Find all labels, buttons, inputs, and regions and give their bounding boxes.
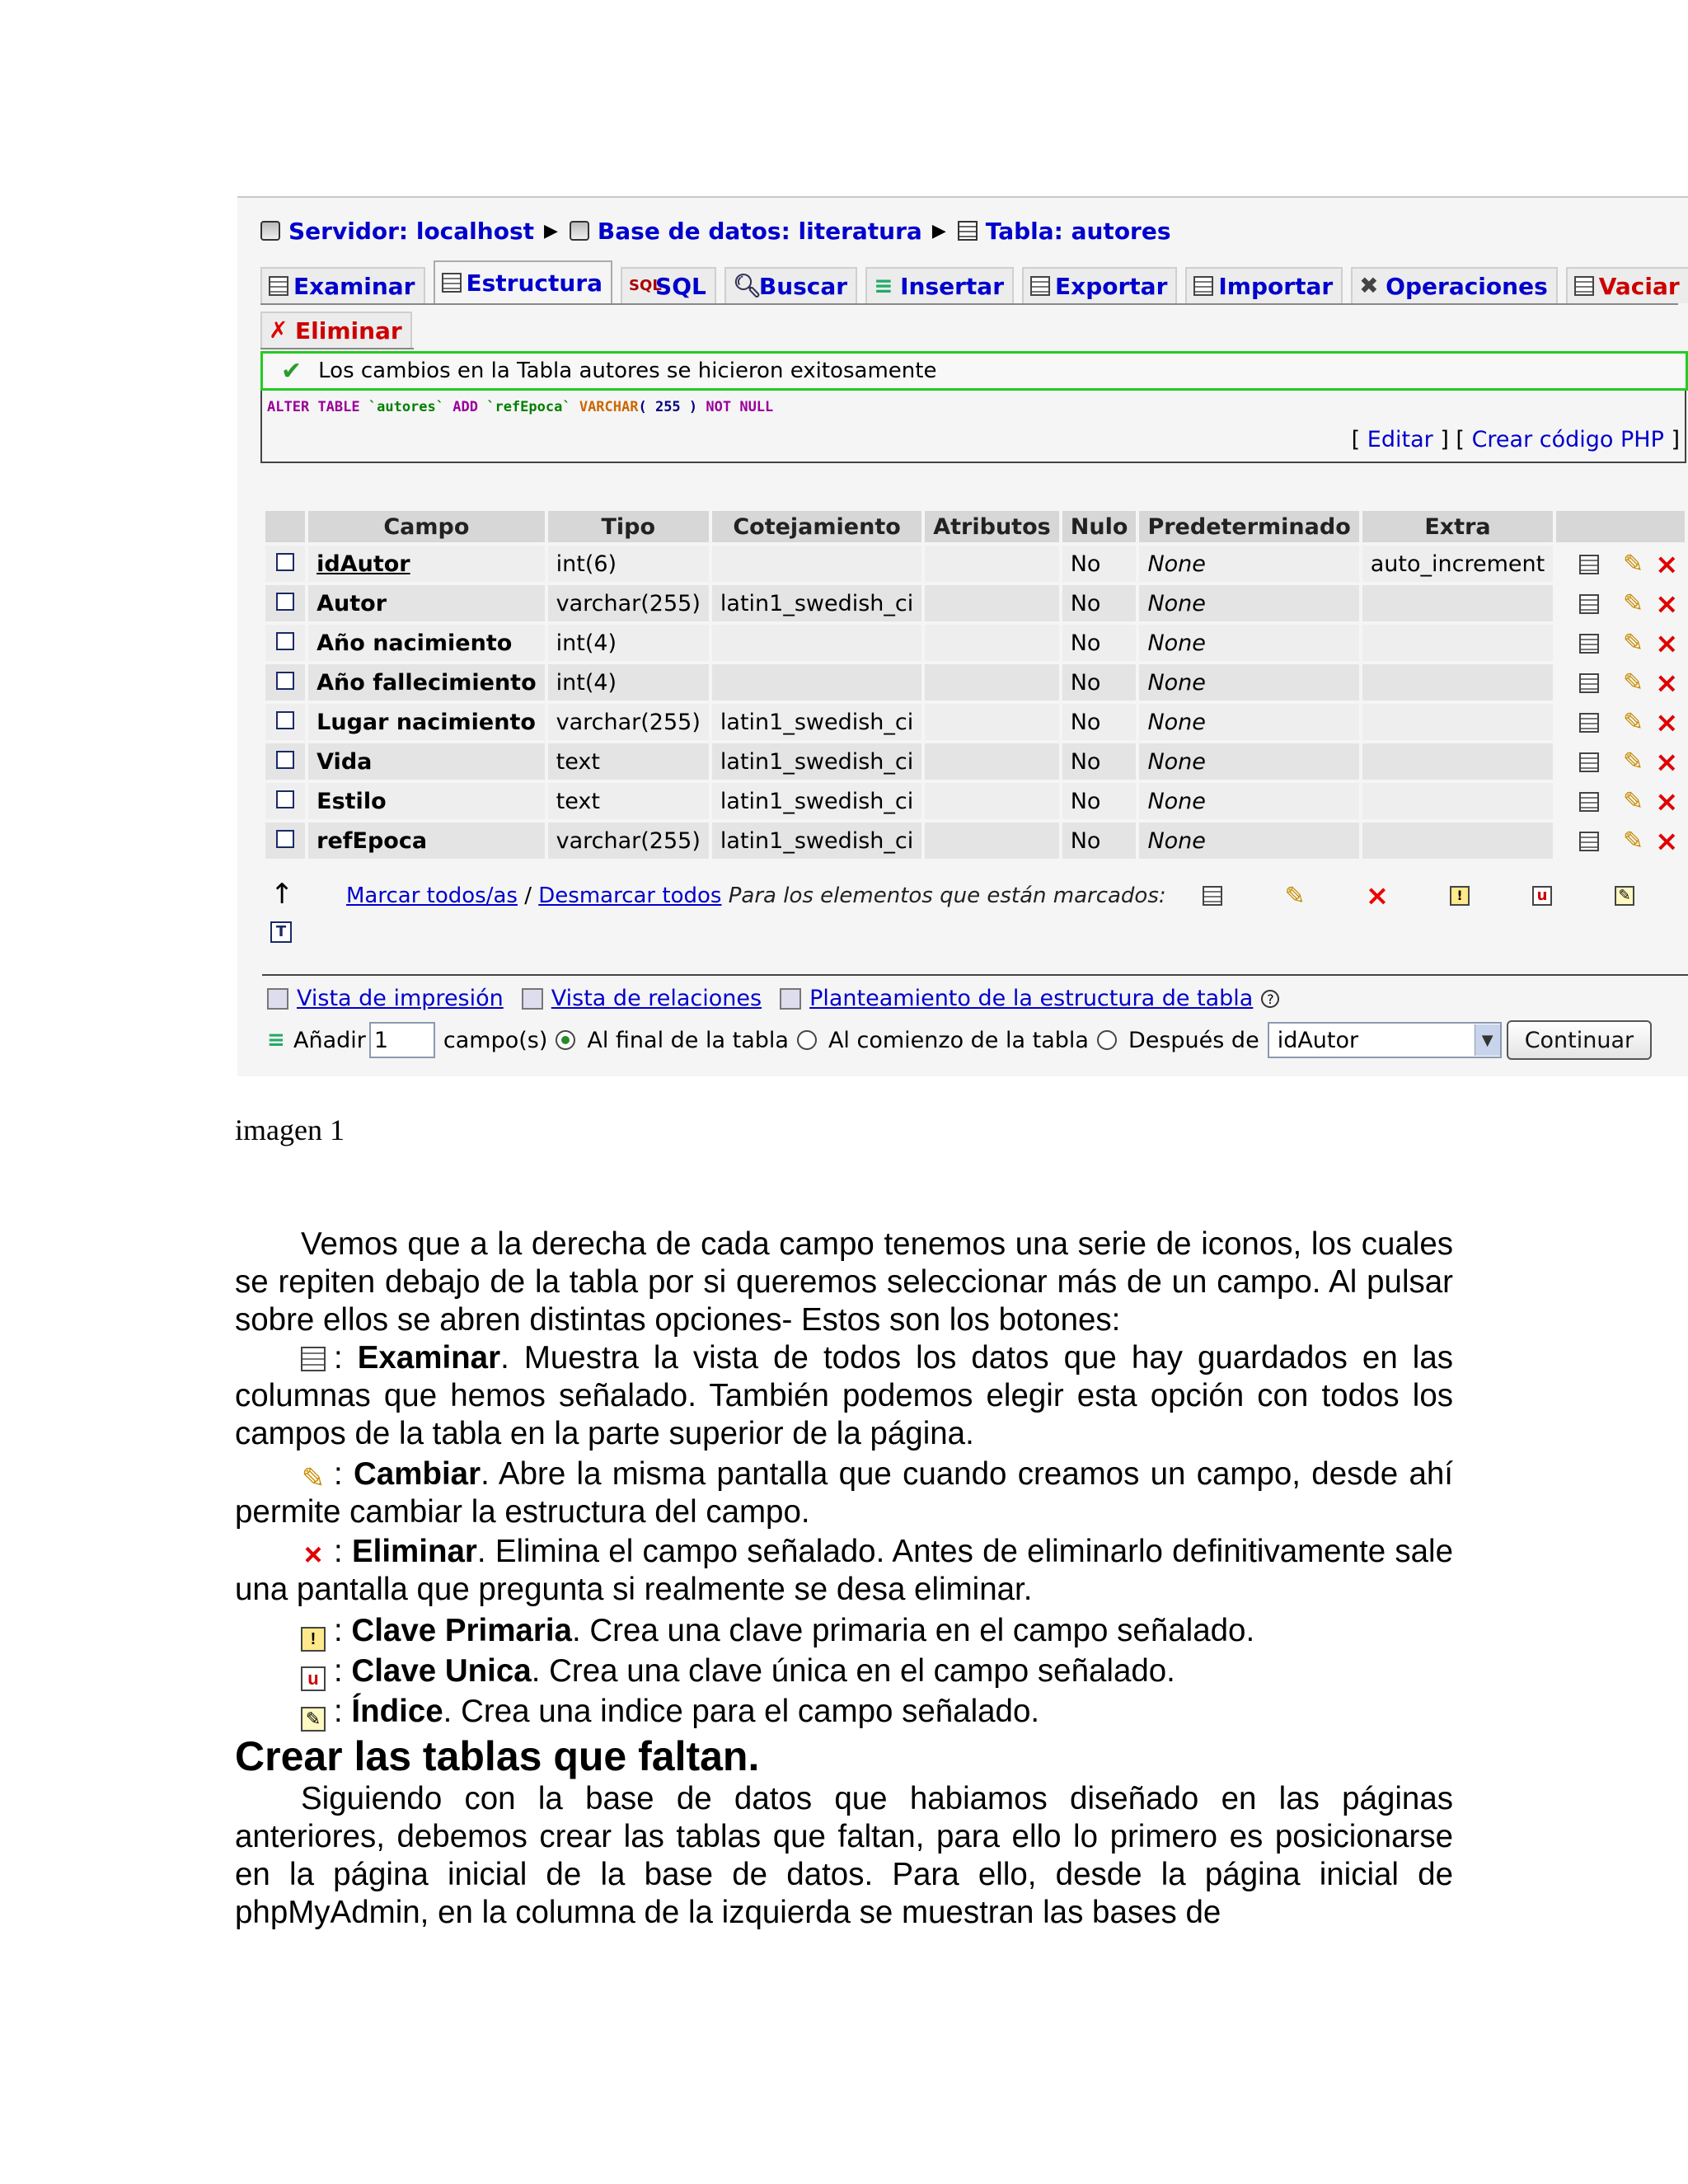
browse-icon[interactable] [1579, 832, 1599, 851]
cell-extra [1362, 585, 1553, 621]
row-checkbox[interactable] [276, 672, 294, 690]
row-checkbox[interactable] [276, 830, 294, 848]
cell-campo: Año nacimiento [308, 625, 545, 661]
delete-icon[interactable]: × [1655, 706, 1679, 739]
check-icon: ✔ [281, 356, 302, 386]
cell-extra [1362, 743, 1553, 780]
cell-campo: idAutor [308, 546, 545, 582]
bulk-unique-key-icon[interactable]: u [1531, 885, 1553, 907]
tab-importar[interactable]: Importar [1185, 267, 1343, 303]
bulk-primary-key-icon[interactable]: ! [1449, 885, 1470, 907]
delete-icon[interactable]: × [1655, 667, 1679, 700]
table-row [265, 546, 1685, 582]
bulk-fulltext-icon[interactable]: T [270, 921, 292, 943]
breadcrumb-database[interactable]: Base de datos: literatura [570, 218, 922, 245]
cell-nulo: No [1062, 704, 1137, 740]
relation-view-link[interactable]: Vista de relaciones [551, 986, 762, 1011]
row-actions [1556, 743, 1685, 780]
cell-extra [1362, 625, 1553, 661]
cell-predeterminado: None [1139, 783, 1358, 819]
row-checkbox[interactable] [276, 553, 294, 571]
cell-atributos [925, 783, 1058, 819]
pencil-icon[interactable]: ✎ [1622, 550, 1643, 579]
mark-all-link[interactable]: Marcar todos/as [346, 883, 518, 908]
pencil-icon[interactable]: ✎ [1622, 787, 1643, 816]
breadcrumb-separator-icon: ▶ [931, 220, 946, 241]
tab-exportar[interactable]: Exportar [1022, 267, 1177, 303]
structure-table [262, 508, 1688, 862]
table-row [265, 743, 1685, 780]
primary-key-icon: ! [301, 1627, 326, 1652]
cell-atributos [925, 664, 1058, 701]
structure-plan-link[interactable]: Planteamiento de la estructura de tabla [809, 986, 1254, 1011]
table-row [265, 823, 1685, 859]
print-view-link[interactable]: Vista de impresión [297, 986, 504, 1011]
database-icon [570, 221, 589, 241]
browse-icon[interactable] [1579, 673, 1599, 693]
breadcrumb-server[interactable]: Servidor: localhost [260, 218, 534, 245]
cell-predeterminado: None [1139, 743, 1358, 780]
cell-tipo: varchar(255) [548, 704, 709, 740]
cell-tipo: int(4) [548, 664, 709, 701]
cell-atributos [925, 743, 1058, 780]
table-row [265, 704, 1685, 740]
success-message: ✔ Los cambios en la Tabla autores se hicieron exitosamente [260, 351, 1688, 391]
view-links [267, 986, 1279, 1011]
index-icon: ✎ [301, 1707, 326, 1732]
row-actions [1556, 585, 1685, 621]
cell-tipo: varchar(255) [548, 823, 709, 859]
row-actions [1556, 704, 1685, 740]
table-header [265, 511, 1685, 542]
delete-icon[interactable]: × [1655, 785, 1679, 818]
help-icon[interactable]: ? [1261, 990, 1279, 1008]
breadcrumb-table[interactable]: Tabla: autores [958, 218, 1171, 245]
radio-at-start[interactable] [797, 1030, 817, 1050]
delete-icon[interactable]: × [1655, 746, 1679, 779]
intro-paragraph: Vemos que a la derecha de cada campo tenemos una serie de iconos, los cuales se repiten debajo de la tabla por si queremos seleccionar más de un campo. Al pulsar sobre ellos se abren distintas opciones- Estos son los botones: [235, 1226, 1453, 1338]
table-row [265, 783, 1685, 819]
row-checkbox[interactable] [276, 711, 294, 729]
cell-predeterminado: None [1139, 585, 1358, 621]
radio-after[interactable] [1097, 1030, 1117, 1050]
col-nulo: Nulo [1062, 511, 1137, 542]
create-php-link[interactable]: Crear código PHP [1471, 427, 1664, 452]
pencil-icon[interactable]: ✎ [1622, 589, 1643, 618]
row-actions [1556, 546, 1685, 582]
cell-extra [1362, 704, 1553, 740]
pencil-icon[interactable]: ✎ [1622, 827, 1643, 855]
cell-cotejamiento [712, 664, 921, 701]
import-icon [1193, 276, 1213, 296]
cell-tipo: int(6) [548, 546, 709, 582]
cell-atributos [925, 704, 1058, 740]
cell-atributos [925, 625, 1058, 661]
cell-cotejamiento: latin1_swedish_ci [712, 585, 921, 621]
cell-campo: Estilo [308, 783, 545, 819]
sql-links: [ Editar ] [ Crear código PHP ] [1351, 427, 1680, 452]
cell-tipo: varchar(255) [548, 585, 709, 621]
edit-sql-link[interactable]: Editar [1367, 427, 1433, 452]
cell-nulo: No [1062, 585, 1137, 621]
cell-cotejamiento: latin1_swedish_ci [712, 823, 921, 859]
browse-icon[interactable] [1579, 713, 1599, 733]
field-count-input[interactable] [369, 1022, 435, 1058]
browse-icon [269, 276, 288, 296]
cell-predeterminado: None [1139, 664, 1358, 701]
sql-query: ALTER TABLE `autores` ADD `refEpoca` VARCHAR( 255 ) NOT NULL [267, 399, 774, 415]
cell-atributos [925, 585, 1058, 621]
browse-icon[interactable] [1579, 792, 1599, 812]
tab-eliminar[interactable]: ✗ Eliminar [260, 312, 412, 348]
after-field-select[interactable]: idAutor ▼ [1268, 1022, 1502, 1058]
browse-icon[interactable] [1579, 555, 1599, 574]
row-actions [1556, 783, 1685, 819]
delete-icon[interactable]: × [1655, 627, 1679, 660]
cell-extra [1362, 664, 1553, 701]
closing-paragraph: Siguiendo con la base de datos que habiamos diseñado en las páginas anteriores, debemos crear las tablas que faltan, para ello lo primero es posicionarse en la página inicial de la base de datos. Para ello, desde la página inicial de phpMyAdmin, en la columna de la izquierda se muestran las bases de [235, 1781, 1453, 1930]
delete-icon[interactable]: × [1655, 588, 1679, 621]
cell-extra [1362, 783, 1553, 819]
cell-cotejamiento: latin1_swedish_ci [712, 743, 921, 780]
table-row [265, 664, 1685, 701]
browse-icon [301, 1347, 326, 1371]
cell-nulo: No [1062, 664, 1137, 701]
bulk-browse-icon[interactable] [1202, 885, 1223, 907]
divider [262, 974, 1688, 976]
cell-nulo: No [1062, 625, 1137, 661]
tab-buscar[interactable]: 🔍︎ Buscar [724, 267, 857, 303]
structure-plan-icon [780, 988, 801, 1010]
button-description: : Examinar. Muestra la vista de todos los datos que hay guardados en las columnas que hemos señalado. También podemos elegir esta opción con todos los campos de la tabla en la parte superior de la página. [235, 1340, 1453, 1451]
search-icon: 🔍︎ [732, 272, 762, 299]
unique-key-icon: u [301, 1666, 326, 1691]
table-icon [958, 221, 978, 241]
chevron-down-icon: ▼ [1475, 1024, 1500, 1056]
breadcrumb-separator-icon: ▶ [544, 220, 558, 241]
tab-operaciones[interactable]: ✖ Operaciones [1351, 267, 1558, 303]
browse-icon[interactable] [1579, 634, 1599, 654]
pencil-icon[interactable]: ✎ [1622, 629, 1643, 658]
pencil-icon[interactable]: ✎ [1622, 708, 1643, 737]
cell-tipo: text [548, 783, 709, 819]
sql-icon: SQL [629, 277, 662, 294]
row-checkbox[interactable] [276, 751, 294, 769]
cell-tipo: int(4) [548, 625, 709, 661]
cell-nulo: No [1062, 823, 1137, 859]
button-description: u : Clave Unica. Crea una clave única en el campo señalado. [301, 1652, 1175, 1691]
tab-examinar[interactable]: Examinar [260, 267, 425, 303]
button-description: ✎ : Cambiar. Abre la misma pantalla que cuando creamos un campo, desde ahí permite cambiar la estructura del campo. [235, 1456, 1453, 1530]
tab-sql[interactable]: SQL SQL [621, 267, 716, 303]
cell-cotejamiento [712, 546, 921, 582]
cell-campo: refEpoca [308, 823, 545, 859]
row-actions [1556, 625, 1685, 661]
col-tipo: Tipo [548, 511, 709, 542]
cell-predeterminado: None [1139, 823, 1358, 859]
empty-table-icon [1574, 276, 1594, 296]
radio-at-end[interactable] [556, 1030, 575, 1050]
cell-predeterminado: None [1139, 625, 1358, 661]
phpmyadmin-screenshot: Servidor: localhost ▶ Base de datos: literatura ▶ Tabla: autores Examinar Estructura SQL SQL 🔍︎ Buscar ≡ Insertar Exportar Importar ✖ Operaciones Vaciar ✗ Eliminar ✔ Los cambios en la Tabla autores se hicieron exitosamente ALTER TABLE `autores` ADD `refEpoca` VARCHAR( 255 ) NOT NULL [ Editar ] [ Crear código PHP ] Campo Tipo Cotejamiento Atributos Nulo Predeterminado Extra idAutor int(6) No None auto_increment ✎ × Autor varchar(255) latin1_swedish_ci No None ✎ × Año nacimiento int(4) No None ✎ × Año fallecimiento int(4) No None ✎ × Lugar nacimiento varchar(255) latin1_swedish_ci No None ✎ × Vida text latin1_swedish_ci No None ✎ × Estilo text latin1_swedish_ci No None ✎ × refEpoca varchar(255) latin1_swedish_ci No None ✎ × ↑ Marcar todos/as / Desmarcar todos Para los elementos que están marcados: ✎ × ! u ✎ T Vista de impresión Vista de relaciones Planteamiento de la estructura de tabla ? ≡ Añadir 1 campo(s) Al final de la tabla Al comienzo de la tabla Después de idAutor ▼ Continuar [237, 196, 1688, 1076]
row-checkbox[interactable] [276, 593, 294, 611]
bulk-edit-icon[interactable]: ✎ [1284, 881, 1306, 911]
row-checkbox[interactable] [276, 632, 294, 650]
button-description: ! : Clave Primaria. Crea una clave primaria en el campo señalado. [301, 1612, 1254, 1652]
cell-nulo: No [1062, 783, 1137, 819]
cell-nulo: No [1062, 546, 1137, 582]
cell-predeterminado: None [1139, 704, 1358, 740]
print-icon [267, 988, 288, 1010]
browse-icon[interactable] [1579, 752, 1599, 772]
cell-atributos [925, 823, 1058, 859]
tab-insertar[interactable]: ≡ Insertar [865, 267, 1014, 303]
insert-icon: ≡ [874, 272, 893, 299]
relations-icon [522, 988, 543, 1010]
table-row [265, 625, 1685, 661]
browse-icon[interactable] [1579, 594, 1599, 614]
col-atributos: Atributos [925, 511, 1058, 542]
pencil-icon[interactable]: ✎ [1622, 748, 1643, 776]
row-actions [1556, 823, 1685, 859]
pencil-icon[interactable]: ✎ [1622, 668, 1643, 697]
row-actions [1556, 664, 1685, 701]
sql-result-box [260, 351, 1686, 463]
structure-icon [442, 273, 462, 293]
delete-icon[interactable]: × [1655, 825, 1679, 858]
col-cotejamiento: Cotejamiento [712, 511, 921, 542]
figure-caption: imagen 1 [235, 1113, 345, 1146]
section-heading: Crear las tablas que faltan. [235, 1733, 760, 1779]
continue-button[interactable]: Continuar [1507, 1020, 1652, 1060]
cell-predeterminado: None [1139, 546, 1358, 582]
pencil-icon: ✎ [301, 1463, 326, 1494]
cell-cotejamiento [712, 625, 921, 661]
col-predeterminado: Predeterminado [1139, 511, 1358, 542]
delete-icon[interactable]: × [1655, 548, 1679, 581]
export-icon [1030, 276, 1050, 296]
breadcrumb [260, 214, 1171, 247]
cell-campo: Vida [308, 743, 545, 780]
unmark-all-link[interactable]: Desmarcar todos [538, 883, 722, 908]
cell-extra [1362, 823, 1553, 859]
cell-atributos [925, 546, 1058, 582]
cell-nulo: No [1062, 743, 1137, 780]
col-campo: Campo [308, 511, 545, 542]
arrow-up-icon: ↑ [270, 878, 294, 911]
cell-campo: Autor [308, 585, 545, 621]
tab-estructura[interactable]: Estructura [434, 260, 613, 303]
cell-cotejamiento: latin1_swedish_ci [712, 704, 921, 740]
cell-extra: auto_increment [1362, 546, 1553, 582]
for-marked-label: Para los elementos que están marcados: [728, 883, 1166, 908]
table-row [265, 585, 1685, 621]
bulk-index-icon[interactable]: ✎ [1614, 885, 1635, 907]
cell-campo: Año fallecimiento [308, 664, 545, 701]
cell-tipo: text [548, 743, 709, 780]
row-checkbox[interactable] [276, 790, 294, 808]
cell-campo: Lugar nacimiento [308, 704, 545, 740]
delete-icon: × [303, 1538, 323, 1572]
button-description: ✎ : Índice. Crea una indice para el campo señalado. [301, 1693, 1039, 1732]
tab-bar [260, 260, 1678, 349]
col-extra: Extra [1362, 511, 1553, 542]
wrench-icon: ✖ [1359, 272, 1379, 299]
button-description: × : Eliminar. Elimina el campo señalado. Antes de eliminarlo definitivamente sale una pantalla que pregunta si realmente se desa eliminar. [235, 1534, 1453, 1607]
bulk-delete-icon[interactable]: × [1365, 879, 1390, 912]
tab-vaciar[interactable]: Vaciar [1566, 267, 1688, 303]
add-fields-form: ≡ Añadir 1 campo(s) Al final de la tabla Al comienzo de la tabla Después de idAutor ▼ Continuar [267, 1020, 1652, 1060]
server-icon [260, 221, 280, 241]
drop-table-icon: ✗ [269, 316, 288, 344]
cell-cotejamiento: latin1_swedish_ci [712, 783, 921, 819]
add-field-icon: ≡ [267, 1028, 285, 1052]
